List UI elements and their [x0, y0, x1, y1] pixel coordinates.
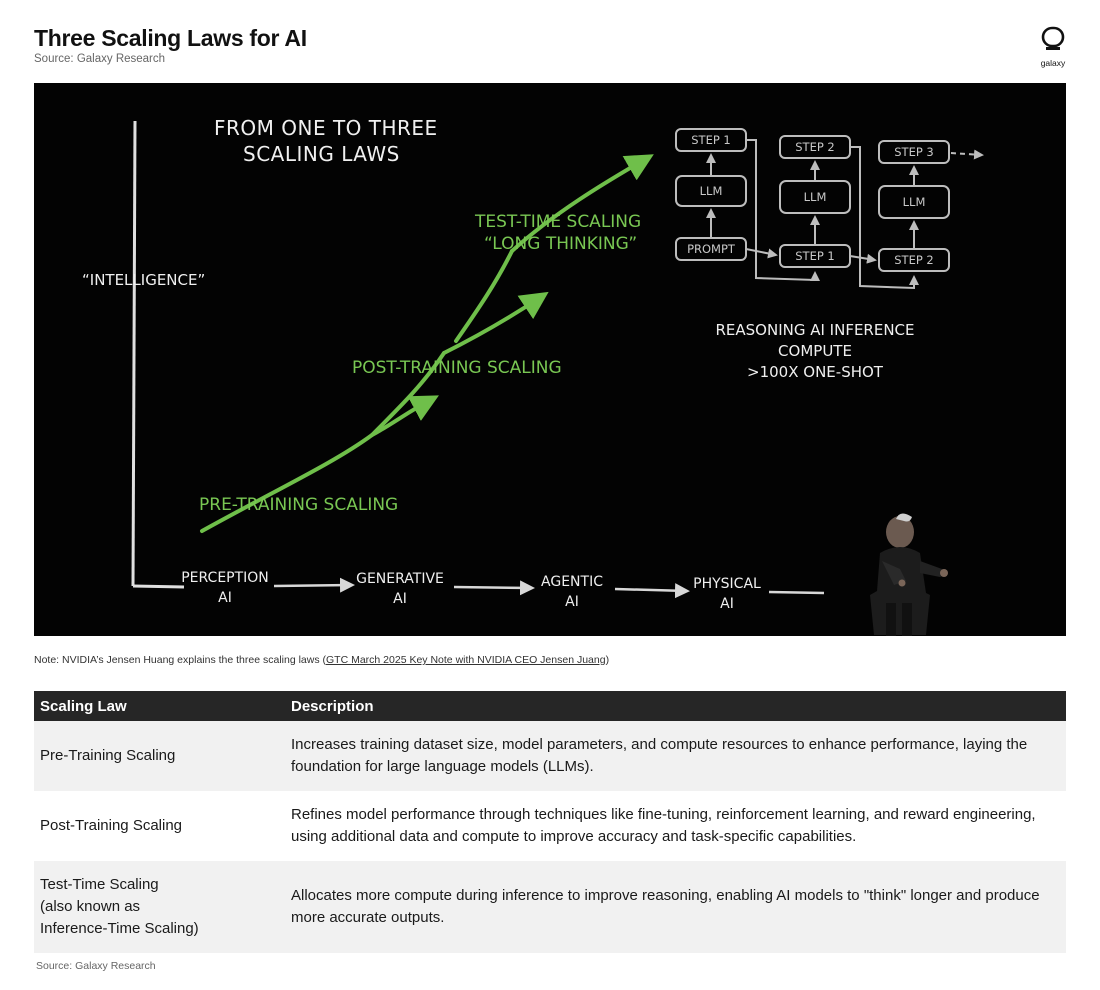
stage-physical-line1: PHYSICAL — [693, 576, 761, 592]
law-line: Pre-Training Scaling — [40, 747, 176, 764]
law-line: Post-Training Scaling — [40, 817, 183, 834]
image-note — [34, 654, 609, 666]
post-training-label: POST-TRAINING SCALING — [352, 358, 562, 378]
diagram-llm-1: LLM — [699, 184, 723, 198]
stage-generative-line2: AI — [393, 591, 407, 607]
note-suffix: ) — [605, 654, 610, 666]
reasoning-line2: COMPUTE — [778, 342, 852, 360]
chart-axes — [133, 121, 184, 587]
row-description: Refines model performance through techniques like fine-tuning, reinforcement learning, and reward engineering, using additional data and compute to improve accuracy and task-specific capabilities. — [291, 806, 1036, 845]
page-header — [34, 24, 1066, 72]
diagram-labels — [687, 133, 934, 267]
scaling-laws-table — [34, 691, 1066, 953]
stage-agentic-line1: AGENTIC — [541, 574, 603, 590]
row-law — [34, 745, 286, 767]
reasoning-caption — [715, 321, 914, 381]
law-line: (also known as — [40, 898, 141, 915]
galaxy-logo-icon — [1040, 26, 1066, 52]
diagram-step1-mid: STEP 1 — [795, 249, 835, 263]
column-header-scaling-law: Scaling Law — [40, 697, 127, 715]
diagram-prompt: PROMPT — [687, 242, 735, 256]
ai-stages — [181, 570, 824, 612]
row-description: Increases training dataset size, model parameters, and compute resources to enhance performance, laying the foundation for large language models (LLMs). — [291, 736, 1028, 775]
stage-physical-line2: AI — [720, 596, 734, 612]
logo-wordmark: galaxy — [1040, 58, 1066, 68]
diagram-step1-top: STEP 1 — [691, 133, 731, 147]
speaker-figure — [870, 513, 948, 636]
keynote-slide-image — [34, 83, 1066, 636]
note-prefix: Note: NVIDIA’s Jensen Huang explains the three scaling laws ( — [34, 654, 327, 666]
stage-perception-line2: AI — [218, 590, 232, 606]
diagram-llm-3: LLM — [902, 195, 926, 209]
diagram-step2-mid: STEP 2 — [894, 253, 934, 267]
stage-perception-line1: PERCEPTION — [181, 570, 269, 586]
stage-agentic-line2: AI — [565, 594, 579, 610]
row-law — [34, 874, 286, 940]
table-row — [34, 791, 1066, 861]
law-line: Inference-Time Scaling) — [40, 920, 199, 937]
column-header-description: Description — [291, 697, 374, 715]
test-time-label-line1: TEST-TIME SCALING — [475, 212, 642, 232]
reasoning-line1: REASONING AI INFERENCE — [715, 321, 915, 339]
table-row — [34, 721, 1066, 791]
footer-source: Source: Galaxy Research — [36, 960, 156, 972]
pre-training-label: PRE-TRAINING SCALING — [199, 495, 399, 515]
slide-heading-line2: SCALING LAWS — [243, 142, 400, 166]
table-row — [34, 861, 1066, 953]
keynote-link[interactable]: GTC March 2025 Key Note with NVIDIA CEO Jensen Juang — [326, 654, 606, 666]
row-description: Allocates more compute during inference to improve reasoning, enabling AI models to "think" longer and produce more accurate outputs. — [291, 887, 1040, 926]
table-header-row — [34, 691, 1066, 721]
law-line: Test-Time Scaling — [40, 876, 159, 893]
reasoning-line3: >100X ONE-SHOT — [747, 363, 883, 381]
diagram-llm-2: LLM — [803, 190, 827, 204]
galaxy-logo — [1040, 26, 1066, 68]
diagram-step2-top: STEP 2 — [795, 140, 835, 154]
y-axis-label: “INTELLIGENCE” — [82, 271, 206, 289]
test-time-label-line2: “LONG THINKING” — [484, 234, 638, 254]
slide-heading-line1: FROM ONE TO THREE — [214, 116, 438, 140]
stage-generative-line1: GENERATIVE — [356, 571, 444, 587]
diagram-step3-top: STEP 3 — [894, 145, 934, 159]
row-law — [34, 815, 286, 837]
page-title: Three Scaling Laws for AI — [34, 25, 307, 51]
page-subtitle: Source: Galaxy Research — [34, 53, 166, 65]
